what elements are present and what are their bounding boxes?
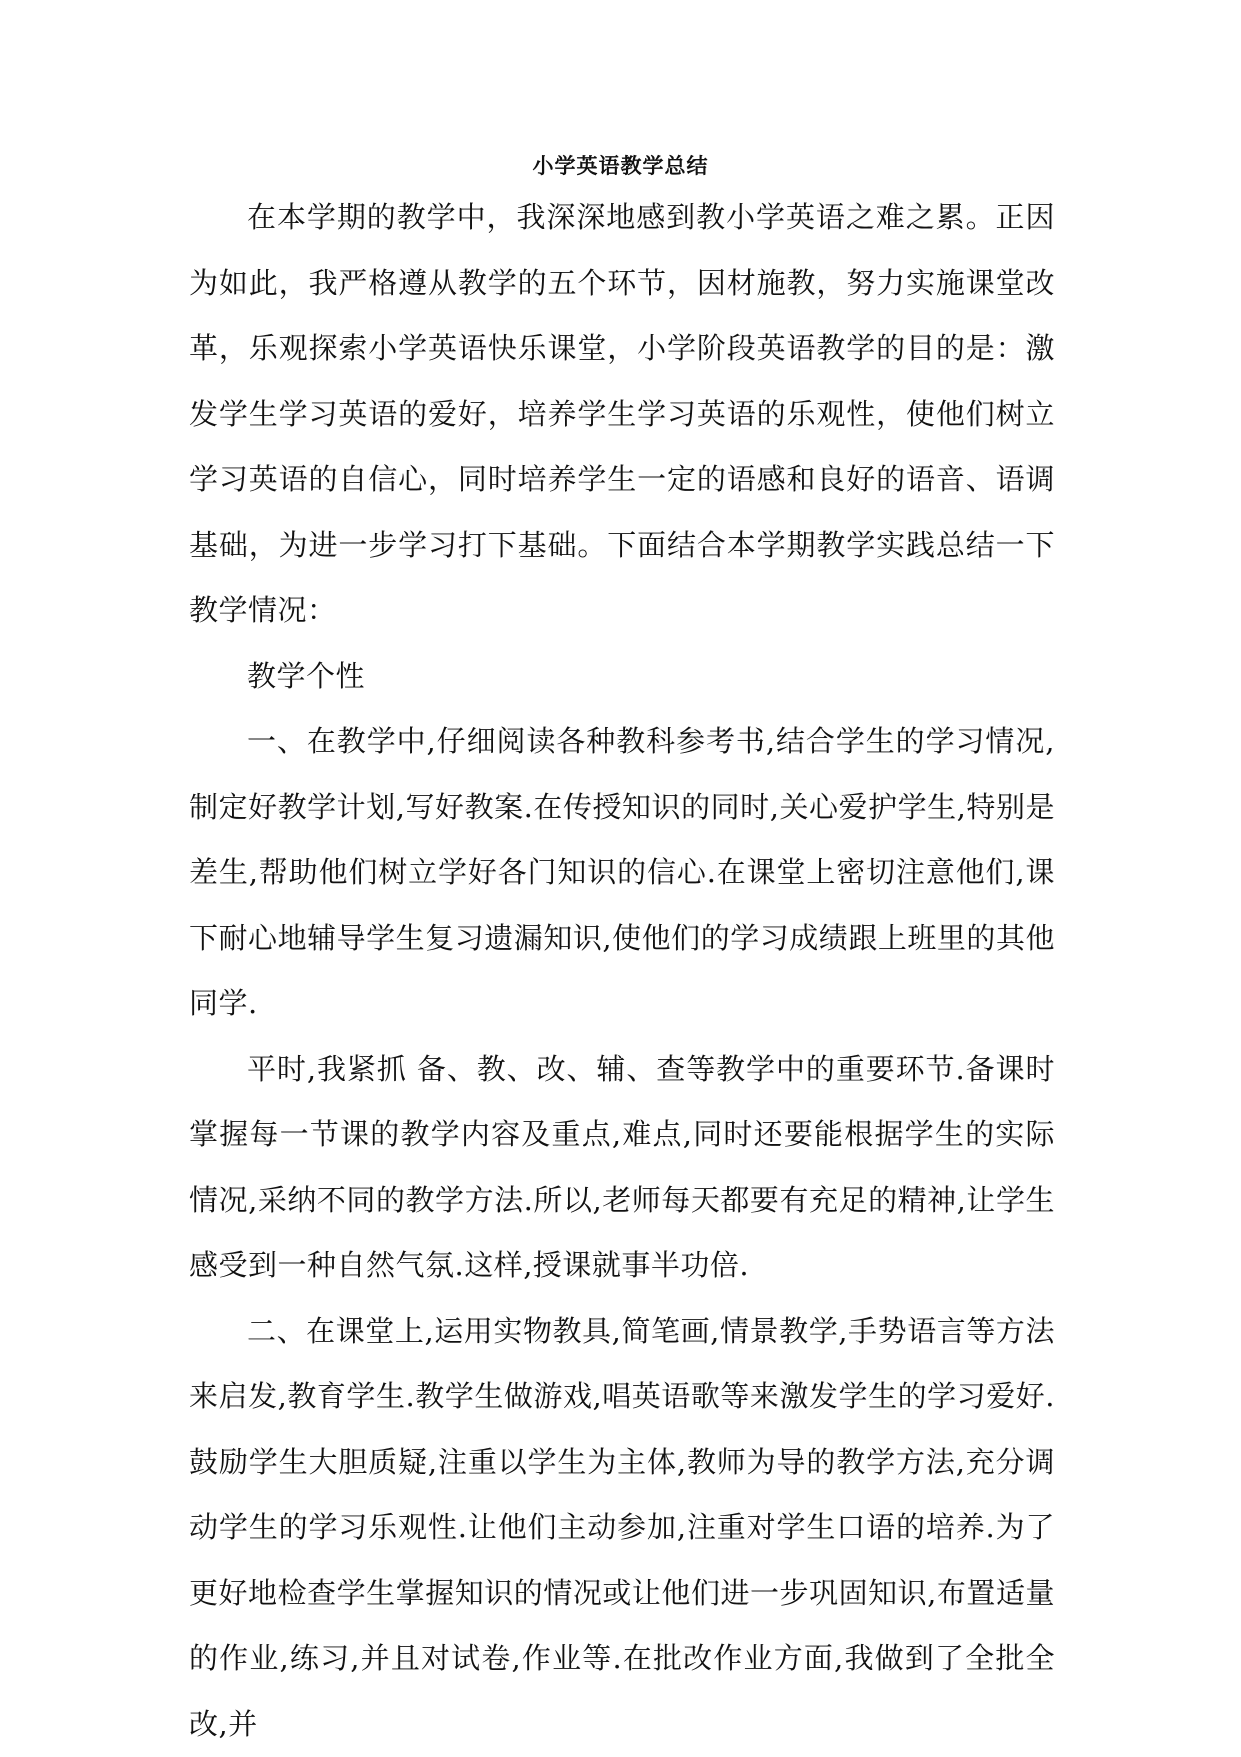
paragraph-point-two: 二、在课堂上,运用实物教具,简笔画,情景教学,手势语言等方法来启发,教育学生.教学生做游戏,唱英语歌等来激发学生的学习爱好.鼓励学生大胆质疑,注重以学生为主体,教师为导的教学方法,充分调动学生的学习乐观性.让他们主动参加,注重对学生口语的培养.为了更好地检查学生掌握知识的情况或让他们进一步巩固知识,布置适量的作业,练习,并且对试卷,作业等.在批改作业方面,我做到了全批全改,并 [189,1299,1055,1757]
paragraph-point-one: 一、在教学中,仔细阅读各种教科参考书,结合学生的学习情况,制定好教学计划,写好教案.在传授知识的同时,关心爱护学生,特别是差生,帮助他们树立学好各门知识的信心.在课堂上密切注意他们,课下耐心地辅导学生复习遗漏知识,使他们的学习成绩跟上班里的其他同学. [189,709,1055,1037]
paragraph-intro: 在本学期的教学中，我深深地感到教小学英语之难之累。正因为如此，我严格遵从教学的五个环节，因材施教，努力实施课堂改革，乐观探索小学英语快乐课堂，小学阶段英语教学的目的是：激发学生学习英语的爱好，培养学生学习英语的乐观性，使他们树立学习英语的自信心，同时培养学生一定的语感和良好的语音、语调基础，为进一步学习打下基础。下面结合本学期教学实践总结一下教学情况： [189,185,1055,644]
document-title: 小学英语教学总结 [0,150,1241,182]
document-body [189,185,1055,1757]
section-heading: 教学个性 [189,644,1055,710]
paragraph-daily-practice: 平时,我紧抓 备、教、改、辅、查等教学中的重要环节.备课时掌握每一节课的教学内容及重点,难点,同时还要能根据学生的实际情况,采纳不同的教学方法.所以,老师每天都要有充足的精神,让学生感受到一种自然气氛.这样,授课就事半功倍. [189,1037,1055,1299]
